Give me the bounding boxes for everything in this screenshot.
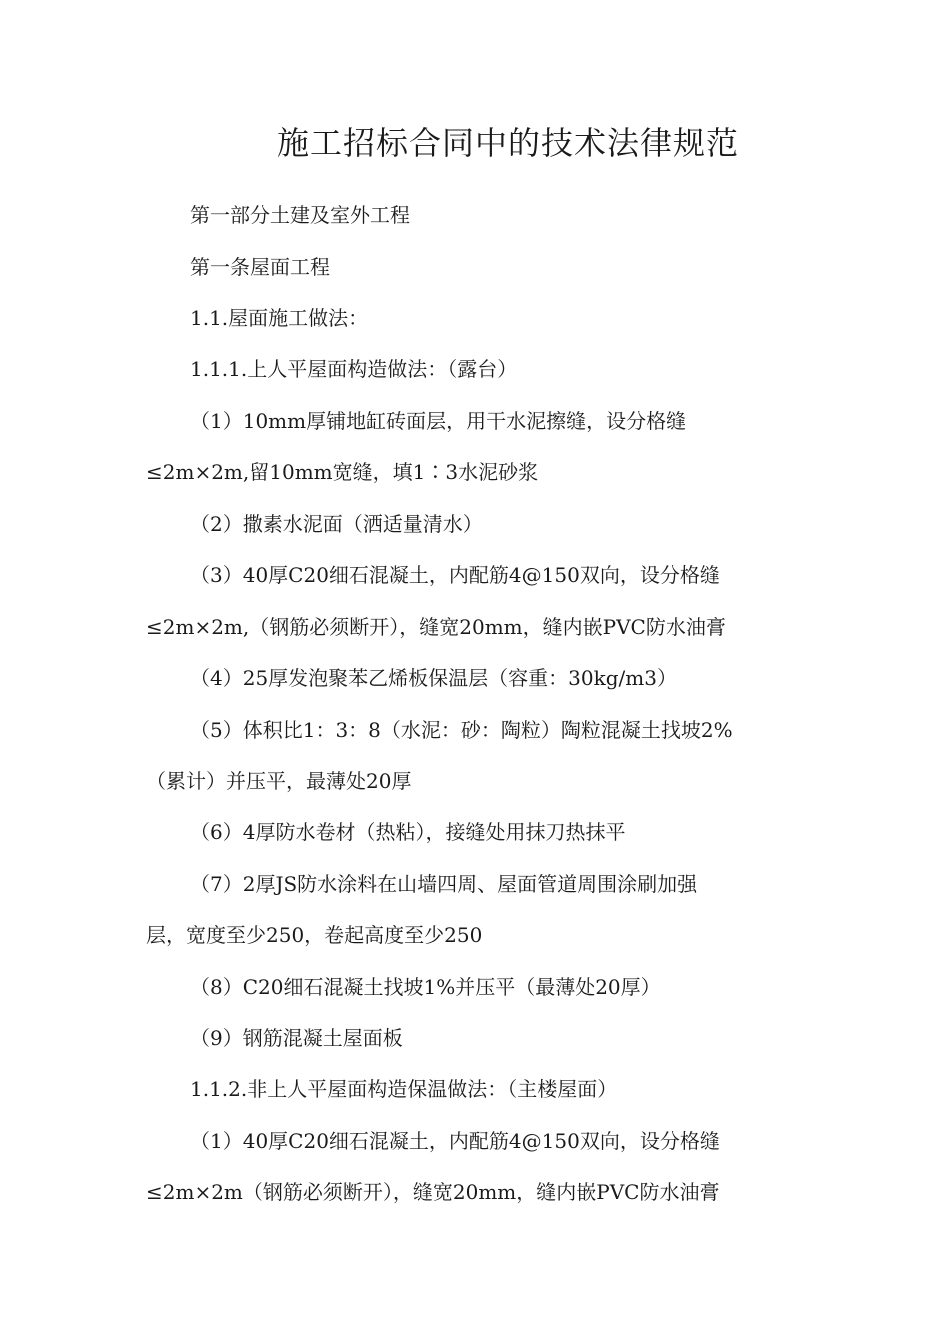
paragraph-line: ≤2m×2m（钢筋必须断开），缝宽20mm，缝内嵌PVC防水油膏 (146, 1180, 720, 1204)
paragraph-line: （7）2厚JS防水涂料在山墙四周、屋面管道周围涂刷加强 (190, 872, 698, 896)
paragraph-line: （1）10mm厚铺地缸砖面层，用干水泥擦缝，设分格缝 (190, 409, 687, 433)
paragraph-line: （4）25厚发泡聚苯乙烯板保温层（容重：30kg/m3） (190, 666, 677, 690)
paragraph-line: ≤2m×2m,留10mm宽缝，填1∶3水泥砂浆 (146, 460, 539, 484)
paragraph-line: （累计）并压平，最薄处20厚 (146, 769, 412, 793)
paragraph-line: （8）C20细石混凝土找坡1%并压平（最薄处20厚） (190, 975, 661, 999)
paragraph-line: （1）40厚C20细石混凝土，内配筋4@150双向，设分格缝 (190, 1129, 720, 1153)
clause-heading: 1.1.屋面施工做法： (190, 306, 369, 330)
paragraph-line: （2）撒素水泥面（洒适量清水） (190, 512, 483, 536)
paragraph-line: （5）体积比1：3：8（水泥：砂：陶粒）陶粒混凝土找坡2% (190, 718, 733, 742)
subclause-heading: 1.1.2.非上人平屋面构造保温做法：（主楼屋面） (190, 1077, 618, 1101)
paragraph-line: ≤2m×2m,（钢筋必须断开），缝宽20mm，缝内嵌PVC防水油膏 (146, 615, 726, 639)
document-title: 施工招标合同中的技术法律规范 (276, 124, 739, 162)
paragraph-line: （3）40厚C20细石混凝土，内配筋4@150双向，设分格缝 (190, 563, 720, 587)
article-heading: 第一条屋面工程 (190, 255, 330, 279)
paragraph-line: （9）钢筋混凝土屋面板 (190, 1026, 403, 1050)
subclause-heading: 1.1.1.上人平屋面构造做法：（露台） (190, 357, 518, 381)
paragraph-line: （6）4厚防水卷材（热粘），接缝处用抹刀热抹平 (190, 820, 626, 844)
paragraph-line: 层，宽度至少250，卷起高度至少250 (146, 923, 483, 947)
section-heading: 第一部分土建及室外工程 (190, 203, 410, 227)
